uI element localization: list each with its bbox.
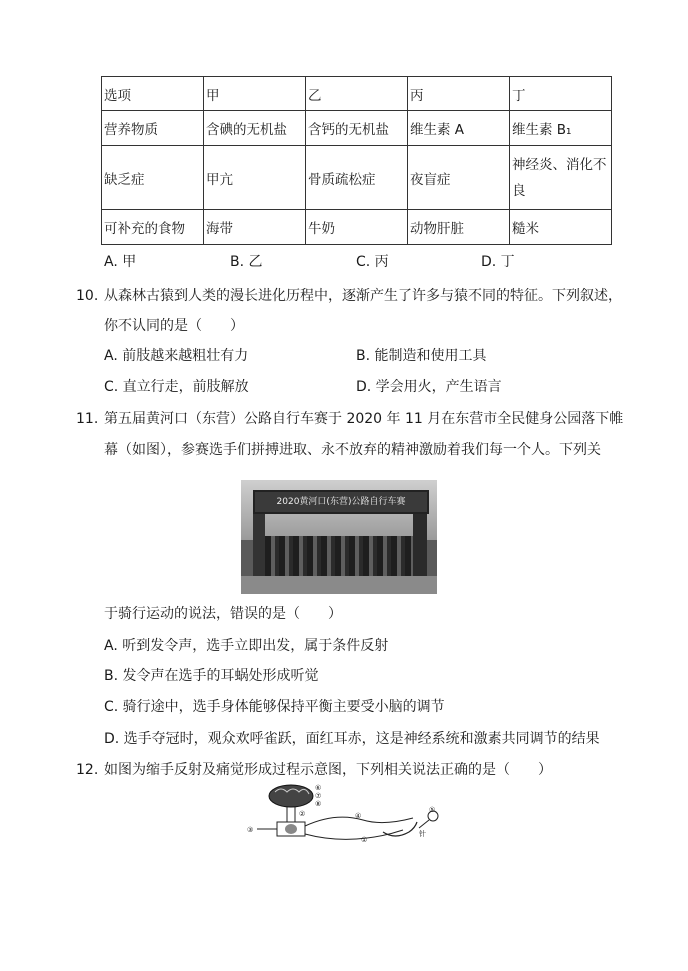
race-start-photo <box>241 480 437 594</box>
q10-option-c: C. 直立行走，前肢解放 <box>104 379 249 395</box>
needle-line <box>419 820 429 828</box>
q9-option-a: A. 甲 <box>104 254 137 270</box>
q10-option-a: A. 前肢越来越粗壮有力 <box>104 348 249 364</box>
q11-option-a: A. 听到发令声，选手立即出发，属于条件反射 <box>104 638 389 654</box>
q11-stem-line1: 第五届黄河口（东营）公路自行车赛于 2020 年 11 月在东营市全民健身公园落下帷 <box>104 411 624 427</box>
brain-shape <box>269 785 313 807</box>
q12-stem: 如图为缩手反射及痛觉形成过程示意图，下列相关说法正确的是（ ） <box>104 762 552 778</box>
table-cell: 骨质疏松症 <box>306 146 408 210</box>
q10-number: 10. <box>76 288 99 304</box>
table-cell: 含钙的无机盐 <box>306 111 408 146</box>
label-1: ① <box>361 836 368 844</box>
arch-pillar-right <box>413 510 427 580</box>
table-cell: 可补充的食物 <box>102 210 204 245</box>
table-row <box>102 111 612 146</box>
label-2: ② <box>299 810 306 818</box>
table-cell: 糙米 <box>510 210 612 245</box>
q10-option-d: D. 学会用火，产生语言 <box>356 379 502 395</box>
table-cell: 牛奶 <box>306 210 408 245</box>
table-cell: 选项 <box>102 77 204 111</box>
q10-option-b: B. 能制造和使用工具 <box>356 348 487 364</box>
q10-stem-line2: 你不认同的是（ ） <box>104 318 244 334</box>
q9-option-b: B. 乙 <box>230 254 263 270</box>
table-cell: 含碘的无机盐 <box>204 111 306 146</box>
needle-label: 针 <box>419 830 426 838</box>
q11-option-d: D. 选手夺冠时，观众欢呼雀跃，面红耳赤，这是神经系统和激素共同调节的结果 <box>104 731 600 747</box>
table-cell: 动物肝脏 <box>408 210 510 245</box>
label-6: ⑥ <box>315 784 322 792</box>
q9-option-c: C. 丙 <box>356 254 389 270</box>
q11-number: 11. <box>76 411 99 427</box>
label-8: ⑧ <box>315 800 322 808</box>
table-row <box>102 77 612 111</box>
label-3: ③ <box>247 826 254 834</box>
q11-option-c: C. 骑行途中，选手身体能够保持平衡主要受小脑的调节 <box>104 699 445 715</box>
arch-pillar-left <box>253 510 265 580</box>
table-row <box>102 146 612 210</box>
table-cell: 夜盲症 <box>408 146 510 210</box>
reflex-arc-diagram <box>243 782 443 844</box>
table-cell: 神经炎、消化不良 <box>510 146 612 210</box>
table-row <box>102 210 612 245</box>
q11-stem-line2: 幕（如图），参赛选手们拼搏进取、永不放弃的精神激励着我们每一个人。下列关 <box>104 442 601 458</box>
table-cell: 丙 <box>408 77 510 111</box>
q11-option-b: B. 发令声在选手的耳蜗处形成听觉 <box>104 668 319 684</box>
table-cell: 乙 <box>306 77 408 111</box>
table-cell: 维生素 A <box>408 111 510 146</box>
table-cell: 缺乏症 <box>102 146 204 210</box>
start-arch <box>253 490 429 514</box>
label-4: ④ <box>355 812 362 820</box>
gray-matter <box>285 824 297 834</box>
table-cell: 丁 <box>510 77 612 111</box>
q11-stem-line3: 于骑行运动的说法，错误的是（ ） <box>104 606 342 622</box>
table-cell: 甲 <box>204 77 306 111</box>
table-cell: 海带 <box>204 210 306 245</box>
table-cell: 维生素 B₁ <box>510 111 612 146</box>
cyclists-group <box>265 536 413 576</box>
table-cell: 甲亢 <box>204 146 306 210</box>
q9-option-d: D. 丁 <box>481 254 515 270</box>
label-5: ⑤ <box>429 806 436 814</box>
photo-road <box>241 576 437 594</box>
table-cell: 营养物质 <box>102 111 204 146</box>
arch-banner-text: 2020黄河口(东营)公路自行车赛 <box>276 497 406 507</box>
q10-stem-line1: 从森林古猿到人类的漫长进化历程中，逐渐产生了许多与猿不同的特征。下列叙述， <box>104 288 622 304</box>
q12-number: 12. <box>76 762 99 778</box>
label-7: ⑦ <box>315 792 322 800</box>
nutrition-table <box>101 76 612 245</box>
